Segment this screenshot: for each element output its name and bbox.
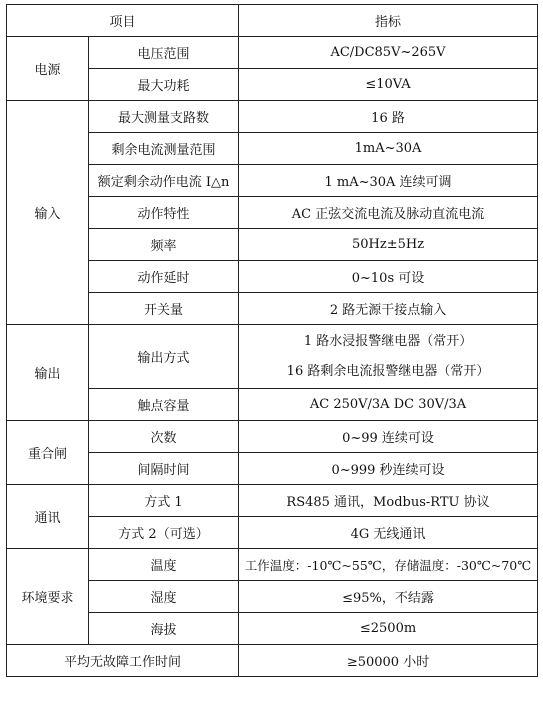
param-cell: 最大测量支路数 bbox=[89, 101, 239, 133]
footer-label: 平均无故障工作时间 bbox=[7, 645, 239, 677]
group-label-comm: 通讯 bbox=[7, 485, 89, 549]
value-cell: 1mA~30A bbox=[239, 133, 538, 165]
param-cell: 开关量 bbox=[89, 293, 239, 325]
param-cell: 方式 2（可选） bbox=[89, 517, 239, 549]
table-row bbox=[7, 37, 538, 69]
value-cell bbox=[239, 325, 538, 389]
value-cell: 0~10s 可设 bbox=[239, 261, 538, 293]
param-cell: 动作特性 bbox=[89, 197, 239, 229]
param-cell: 间隔时间 bbox=[89, 453, 239, 485]
value-cell: 4G 无线通讯 bbox=[239, 517, 538, 549]
value-cell: AC 250V/3A DC 30V/3A bbox=[239, 389, 538, 421]
group-label-input: 输入 bbox=[7, 101, 89, 325]
value-cell: 0~999 秒连续可设 bbox=[239, 453, 538, 485]
param-cell: 湿度 bbox=[89, 581, 239, 613]
value-cell: RS485 通讯，Modbus-RTU 协议 bbox=[239, 485, 538, 517]
param-cell: 温度 bbox=[89, 549, 239, 581]
param-cell: 额定剩余动作电流 I△n bbox=[89, 165, 239, 197]
footer-value: ≥50000 小时 bbox=[239, 645, 538, 677]
param-cell: 频率 bbox=[89, 229, 239, 261]
value-line: 16 路剩余电流报警继电器（常开） bbox=[286, 363, 490, 379]
value-cell: ≤2500m bbox=[239, 613, 538, 645]
value-cell: 0~99 连续可设 bbox=[239, 421, 538, 453]
group-label-output: 输出 bbox=[7, 325, 89, 421]
table-row bbox=[7, 549, 538, 581]
spec-table bbox=[6, 4, 538, 677]
table-row bbox=[7, 421, 538, 453]
value-cell: 1 mA~30A 连续可调 bbox=[239, 165, 538, 197]
header-row bbox=[7, 5, 538, 37]
param-cell: 次数 bbox=[89, 421, 239, 453]
value-cell: ≤95%，不结露 bbox=[239, 581, 538, 613]
param-cell: 海拔 bbox=[89, 613, 239, 645]
group-label-reclose: 重合闸 bbox=[7, 421, 89, 485]
table-row bbox=[7, 101, 538, 133]
param-cell: 最大功耗 bbox=[89, 69, 239, 101]
value-line: 1 路水浸报警继电器（常开） bbox=[303, 333, 473, 349]
footer-row bbox=[7, 645, 538, 677]
param-cell: 剩余电流测量范围 bbox=[89, 133, 239, 165]
header-item: 项目 bbox=[7, 5, 239, 37]
param-cell: 触点容量 bbox=[89, 389, 239, 421]
param-cell: 输出方式 bbox=[89, 325, 239, 389]
value-cell: 50Hz±5Hz bbox=[239, 229, 538, 261]
param-cell: 电压范围 bbox=[89, 37, 239, 69]
table-row bbox=[7, 485, 538, 517]
value-cell: 工作温度：-10℃~55℃，存储温度：-30℃~70℃ bbox=[239, 549, 538, 581]
param-cell: 方式 1 bbox=[89, 485, 239, 517]
param-cell: 动作延时 bbox=[89, 261, 239, 293]
header-spec: 指标 bbox=[239, 5, 538, 37]
value-cell: AC 正弦交流电流及脉动直流电流 bbox=[239, 197, 538, 229]
group-label-env: 环境要求 bbox=[7, 549, 89, 645]
table-row bbox=[7, 325, 538, 389]
value-cell: AC/DC85V~265V bbox=[239, 37, 538, 69]
value-cell: 2 路无源干接点输入 bbox=[239, 293, 538, 325]
value-cell: 16 路 bbox=[239, 101, 538, 133]
group-label-power: 电源 bbox=[7, 37, 89, 101]
value-cell: ≤10VA bbox=[239, 69, 538, 101]
